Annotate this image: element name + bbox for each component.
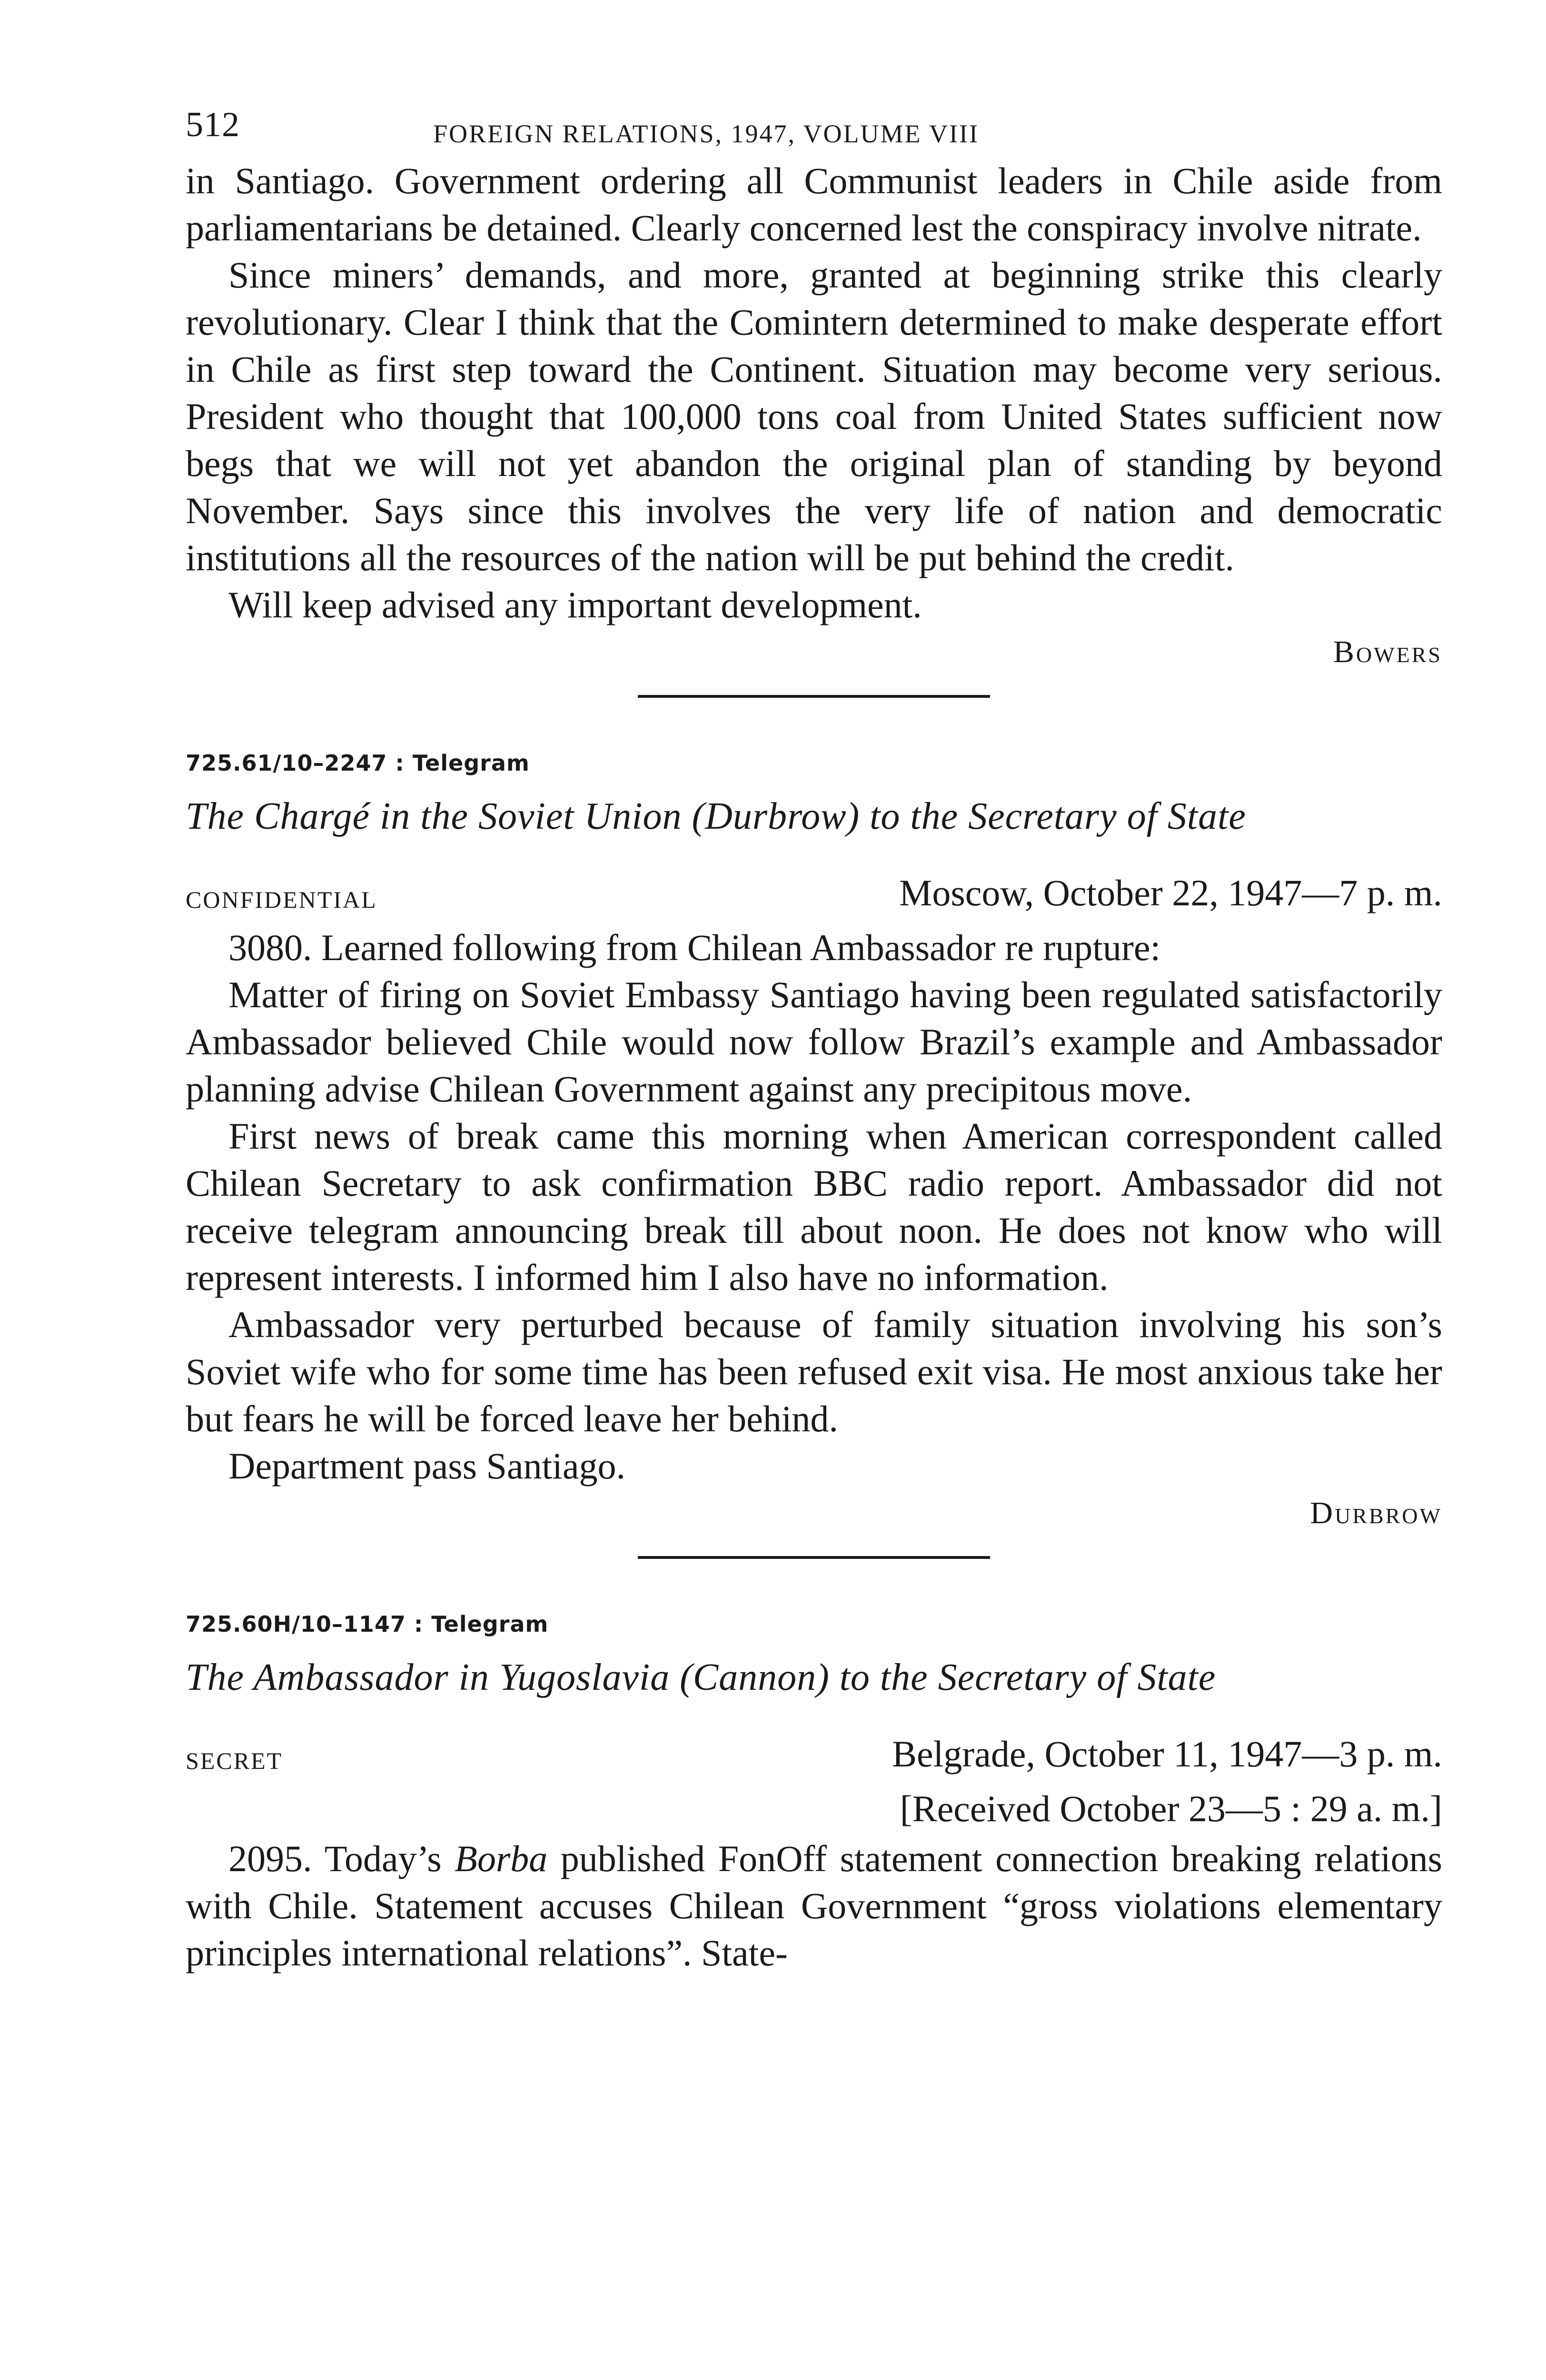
telegram-continuation (186, 157, 1442, 686)
document-title: The Ambassador in Yugoslavia (Cannon) to the Secretary of State (186, 1656, 1216, 1698)
paragraph: in Santiago. Government ordering all Communist leaders in Chile aside from parliamentarians be detained. Clearly concerned lest the conspiracy involve nitrate. (186, 160, 1442, 248)
section-divider (638, 1556, 990, 1559)
place-date: Moscow, October 22, 1947—7 p. m. (899, 872, 1442, 913)
paragraph: First news of break came this morning when American correspondent called Chilean Secretary to ask confirmation BBC radio report. Ambassador did not receive telegram announcing break till about noon. He does not know who will represent interests. I informed him I also have no information. (186, 1115, 1442, 1298)
paragraph: Will keep advised any important development. (228, 584, 922, 625)
paragraph: Matter of firing on Soviet Embassy Santiago having been regulated satisfactorily Ambassador believed Chile would now follow Brazil’s example and Ambassador planning advise Chilean Government against any precipitous move. (186, 974, 1442, 1110)
paragraph: 3080. Learned following from Chilean Ambassador re rupture: (228, 927, 1161, 968)
newspaper-name: Borba (455, 1838, 548, 1879)
place-date: Belgrade, October 11, 1947—3 p. m. (892, 1733, 1442, 1775)
running-head-title: FOREIGN RELATIONS, 1947, VOLUME VIII (433, 119, 979, 148)
classification: CONFIDENTIAL (186, 886, 377, 913)
file-reference: 725.61/10–2247 : Telegram (186, 750, 530, 776)
document-title: The Chargé in the Soviet Union (Durbrow) to the Secretary of State (186, 795, 1246, 837)
telegram-cannon (186, 1611, 1442, 1976)
document-page (186, 105, 1442, 1976)
signature: Bowers (1333, 635, 1442, 669)
signature: Durbrow (1310, 1496, 1442, 1530)
running-head (186, 105, 1442, 157)
paragraph: Since miners’ demands, and more, granted at beginning strike this clearly revolutionary. Clear I think that the Comintern determined to make desperate effort in Chile as first step toward the Continent. Situation may become very serious. President who thought that 100,000 tons coal from United States sufficient now begs that we will not yet abandon the original plan of standing by beyond November. Says since this involves the very life of nation and democratic institutions all the resources of the nation will be put behind the credit. (186, 254, 1442, 578)
dateline (186, 1733, 1442, 1785)
dateline (186, 872, 1442, 924)
paragraph: Ambassador very perturbed because of family situation involving his son’s Soviet wife who for some time has been refused exit visa. He most anxious take her but fears he will be forced leave her behind. (186, 1304, 1442, 1439)
paragraph-start: 2095. Today’s (228, 1838, 455, 1879)
paragraph-rest: published FonOff statement connection breaking relations with Chile. Statement accuses Chilean Government “gross violations elementary principles international relations”. State- (186, 1838, 1442, 1973)
paragraph: Department pass Santiago. (228, 1445, 625, 1487)
telegram-durbrow (186, 750, 1442, 1547)
paragraph (186, 1835, 1442, 1976)
file-reference: 725.60H/10–1147 : Telegram (186, 1611, 549, 1637)
classification: SECRET (186, 1747, 283, 1774)
section-divider (638, 695, 990, 698)
page-number: 512 (186, 105, 240, 144)
received-date: [Received October 23—5 : 29 a. m.] (900, 1788, 1442, 1829)
